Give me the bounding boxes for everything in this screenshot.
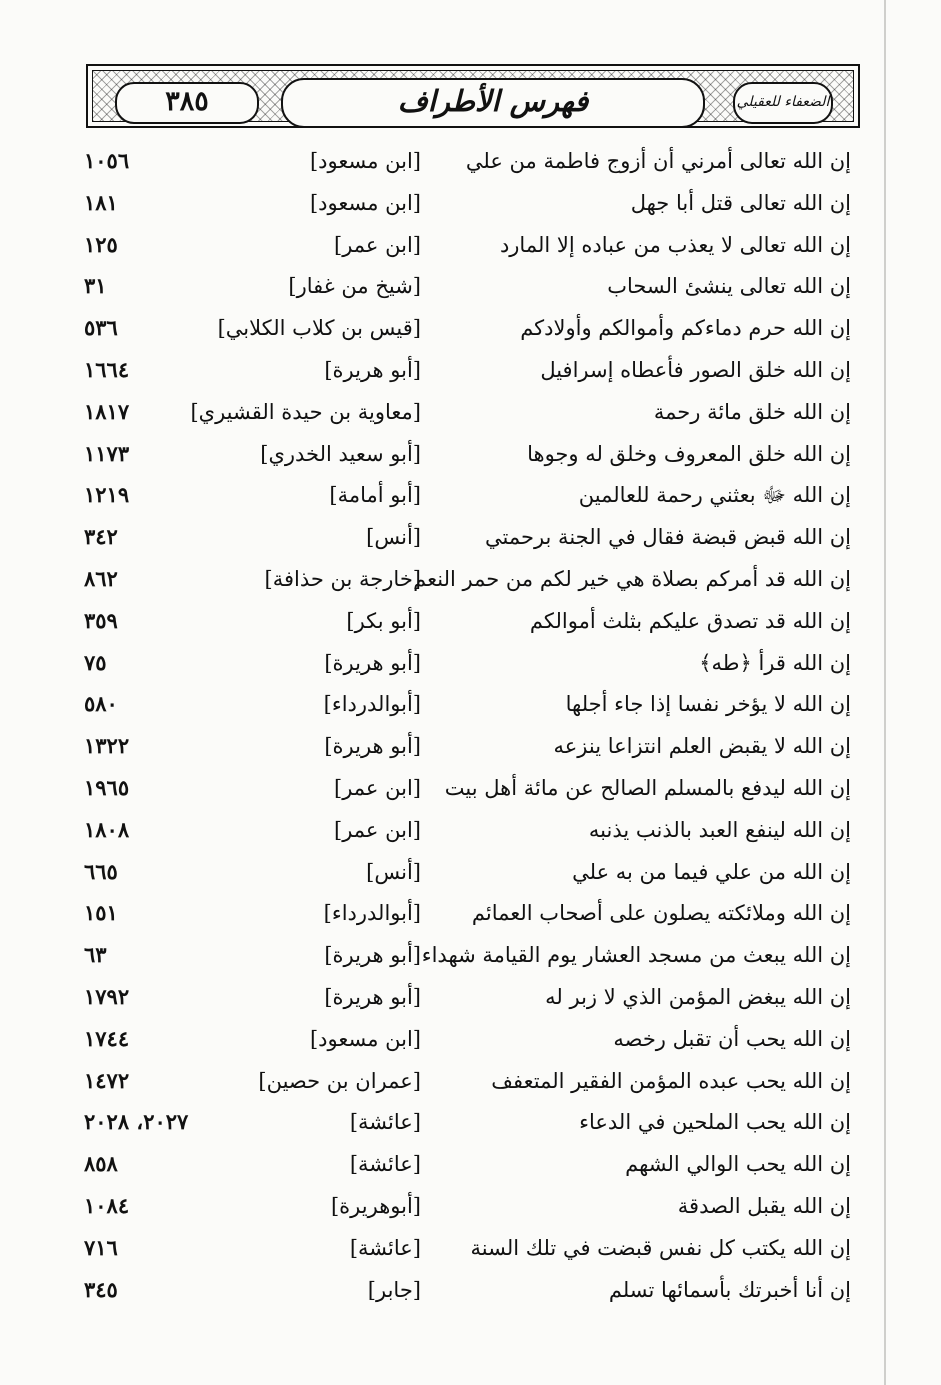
hadith-reference-number: ١٧٩٢ — [84, 984, 130, 1009]
index-entry-row — [0, 349, 941, 391]
hadith-text: إن الله قرأ ﴿طه﴾ — [699, 650, 851, 675]
hadith-text: إن الله وملائكته يصلون على أصحاب العمائم — [471, 901, 851, 926]
index-entry-row — [0, 307, 941, 349]
narrator-name: [أبو بكر] — [346, 608, 421, 633]
narrator-name: [عائشة] — [349, 1235, 421, 1260]
index-entry-row — [0, 1143, 941, 1185]
narrator-name: [عائشة] — [349, 1152, 421, 1177]
header-title-cartouche — [281, 78, 705, 128]
index-entry-row — [0, 683, 941, 725]
narrator-name: [ابن عمر] — [334, 776, 421, 800]
index-entry-row — [0, 1269, 941, 1311]
index-entry-row — [0, 224, 941, 266]
hadith-reference-number: ١٠٨٤ — [84, 1193, 130, 1218]
index-entry-row — [0, 516, 941, 558]
index-entry-row — [0, 1018, 941, 1060]
index-entry-row — [0, 892, 941, 934]
book-emblem-logo: الضعفاء للعقيلي — [733, 82, 833, 124]
hadith-reference-number: ٦٦٥ — [84, 858, 118, 884]
hadith-text: إن الله تعالى أمرني أن أزوج فاطمة من علي — [465, 149, 851, 173]
hadith-reference-number: ١٠٥٦ — [84, 148, 130, 173]
hadith-text: إن الله خلق المعروف وخلق له وجوها — [527, 441, 851, 466]
index-entry-row — [0, 976, 941, 1018]
narrator-name: [أبو أمامة] — [329, 483, 421, 508]
hadith-reference-number: ٣٤٢ — [84, 524, 118, 550]
hadith-reference-number: ٦٣ — [84, 942, 107, 968]
page-number: ٣٨٥ — [115, 82, 259, 124]
hadith-text: إن الله قد تصدق عليكم بثلث أموالكم — [529, 608, 851, 633]
hadith-reference-number: ١٧٤٤ — [84, 1025, 130, 1051]
narrator-name: [أبوالدرداء] — [323, 901, 421, 926]
hadith-text: إن الله يحب عبده المؤمن الفقير المتعفف — [491, 1068, 851, 1093]
hadith-text: إن الله يحب الملحين في الدعاء — [579, 1110, 851, 1135]
narrator-name: [عمران بن حصين] — [258, 1068, 421, 1093]
index-entry-row — [0, 809, 941, 851]
hadith-text: إن الله يحب أن تقبل رخصه — [613, 1026, 851, 1051]
hadith-text: إن الله يقبل الصدقة — [677, 1194, 851, 1218]
index-entry-row — [0, 767, 941, 809]
narrator-name: [ابن عمر] — [334, 232, 421, 257]
index-entry-row — [0, 642, 941, 684]
narrator-name: [أنس] — [366, 859, 421, 884]
hadith-text: إن الله تعالى ينشئ السحاب — [607, 274, 851, 299]
hadith-reference-number: ١٥١ — [84, 900, 118, 926]
page-header — [86, 64, 860, 128]
narrator-name: [أبو هريرة] — [324, 734, 421, 759]
hadith-text: إن الله قبض قبضة فقال في الجنة برحمتي — [484, 525, 851, 550]
index-entry-row — [0, 1227, 941, 1269]
index-entry-row — [0, 265, 941, 307]
narrator-name: [أنس] — [366, 525, 421, 550]
hadith-text: إن الله لينفع العبد بالذنب يذنبه — [588, 817, 851, 842]
narrator-name: [ابن مسعود] — [309, 149, 421, 173]
hadith-reference-number: ٧١٦ — [84, 1234, 118, 1260]
narrator-name: [أبو هريرة] — [324, 985, 421, 1009]
hadith-text: إن الله يحب الوالي الشهم — [625, 1152, 851, 1177]
index-entry-row — [0, 934, 941, 976]
index-entry-row — [0, 474, 941, 516]
hadith-reference-number: ١٨١٧ — [84, 398, 130, 424]
narrator-name: [أبوهريرة] — [330, 1194, 421, 1218]
hadith-text: إن الله ﷻ بعثني رحمة للعالمين — [578, 483, 851, 508]
hadith-text: إن أنا أخبرتك بأسمائها تسلم — [608, 1277, 851, 1302]
index-entry-row — [0, 182, 941, 224]
hadith-reference-number: ١٨٠٨ — [84, 816, 130, 842]
narrator-name: [ابن مسعود] — [309, 1026, 421, 1051]
narrator-name: [جابر] — [367, 1277, 421, 1302]
header-ornament-border — [92, 70, 854, 122]
hadith-text: إن الله خلق مائة رحمة — [653, 399, 851, 424]
narrator-name: [معاوية بن حيدة القشيري] — [190, 399, 421, 424]
hadith-text: إن الله يكتب كل نفس قبضت في تلك السنة — [470, 1235, 851, 1260]
hadith-text: إن الله خلق الصور فأعطاه إسرافيل — [540, 358, 851, 382]
narrator-name: [ابن مسعود] — [309, 190, 421, 215]
hadith-text: إن الله لا يؤخر نفسا إذا جاء أجلها — [565, 692, 851, 717]
narrator-name: [قيس بن كلاب الكلابي] — [217, 316, 421, 341]
narrator-name: [شيخ من غفار] — [288, 274, 421, 299]
index-entry-row — [0, 1060, 941, 1102]
hadith-reference-number: ٣١ — [84, 273, 107, 299]
hadith-reference-number: ١٩٦٥ — [84, 775, 130, 800]
hadith-reference-number: ٨٥٨ — [84, 1151, 118, 1177]
narrator-name: [عائشة] — [349, 1110, 421, 1135]
narrator-name: [أبو هريرة] — [324, 943, 421, 968]
index-entry-row — [0, 851, 941, 893]
page-title: فهرس الأطراف — [397, 84, 589, 118]
narrator-name: [أبو هريرة] — [324, 358, 421, 382]
narrator-name: [ابن عمر] — [334, 817, 421, 842]
hadith-text: إن الله من علي فيما من به علي — [572, 859, 851, 884]
narrator-name: [أبوالدرداء] — [323, 692, 421, 717]
hadith-text: إن الله يبغض المؤمن الذي لا زبر له — [545, 985, 851, 1009]
hadith-reference-number: ٨٦٢ — [84, 566, 118, 591]
index-entry-row — [0, 558, 941, 600]
hadith-reference-number: ٣٥٩ — [84, 607, 118, 633]
hadith-reference-number: ٧٥ — [84, 649, 107, 675]
hadith-reference-number: ١٣٢٢ — [84, 733, 130, 759]
index-entry-row — [0, 725, 941, 767]
hadith-text: إن الله ليدفع بالمسلم الصالح عن مائة أهل بيت — [444, 776, 851, 800]
index-entry-row — [0, 1185, 941, 1227]
hadith-reference-number: ١٨١ — [84, 189, 118, 215]
index-entry-row — [0, 600, 941, 642]
hadith-text: إن الله تعالى قتل أبا جهل — [630, 190, 851, 215]
hadith-text: إن الله يبعث من مسجد العشار يوم القيامة شهداء — [421, 943, 851, 968]
hadith-reference-number: ٥٣٦ — [84, 315, 118, 341]
narrator-name: [أبو سعيد الخدري] — [260, 441, 421, 466]
hadith-text: إن الله لا يقبض العلم انتزاعا ينزعه — [553, 734, 851, 759]
hadith-reference-number: ٣٤٥ — [84, 1276, 118, 1302]
hadith-text: إن الله حرم دماءكم وأموالكم وأولادكم — [520, 316, 851, 341]
hadith-reference-number: ١١٧٣ — [84, 440, 130, 466]
index-entry-row — [0, 391, 941, 433]
narrator-name: [خارجة بن حذافة] — [264, 567, 421, 591]
narrator-name: [أبو هريرة] — [324, 650, 421, 675]
index-entry-row — [0, 1101, 941, 1143]
index-entry-row — [0, 140, 941, 182]
hadith-reference-number: ١٢٥ — [84, 231, 118, 257]
hadith-text: إن الله قد أمركم بصلاة هي خير لكم من حمر النعم — [413, 567, 851, 591]
hadith-reference-number: ١٤٧٢ — [84, 1067, 130, 1093]
hadith-reference-number: ٢٠٢٧، ٢٠٢٨ — [84, 1109, 189, 1135]
hadith-reference-number: ١٦٦٤ — [84, 357, 130, 382]
hadith-reference-number: ١٢١٩ — [84, 482, 130, 508]
hadith-text: إن الله تعالى لا يعذب من عباده إلا المارد — [499, 232, 851, 257]
index-entry-row — [0, 433, 941, 475]
hadith-reference-number: ٥٨٠ — [84, 691, 118, 717]
